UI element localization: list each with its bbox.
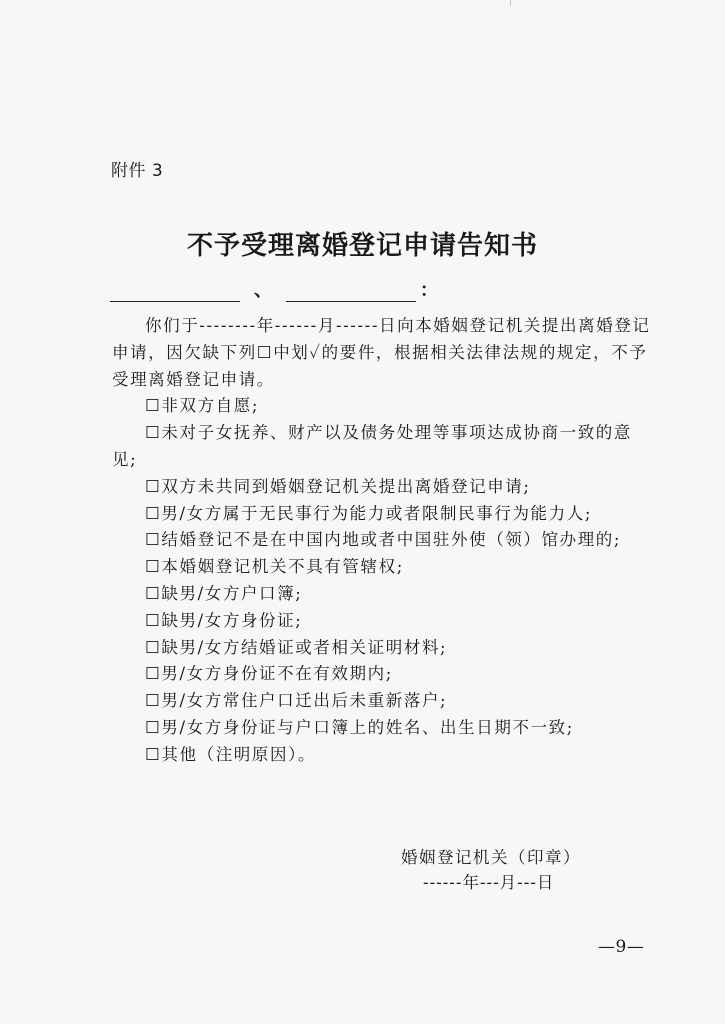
addressee-separator: 、 — [254, 280, 272, 301]
reason-item-9: ☐缺男/女方结婚证或者相关证明材料; — [145, 637, 448, 657]
reason-item-13: ☐其他（注明原因）。 — [145, 744, 317, 764]
reason-item-1: ☐非双方自愿; — [145, 396, 260, 416]
reason-item-4: ☐男/女方属于无民事行为能力或者限制民事行为能力人; — [145, 503, 593, 523]
notice-body — [112, 313, 652, 769]
reason-item-7: ☐缺男/女方户口簿; — [145, 583, 303, 603]
reason-item-6: ☐本婚姻登记机关不具有管辖权; — [145, 557, 404, 577]
addressee-blank-1 — [110, 285, 240, 302]
attachment-label: 附件 3 — [111, 161, 164, 181]
reason-item-8: ☐缺男/女方身份证; — [145, 610, 303, 630]
reason-item-10: ☐男/女方身份证不在有效期内; — [145, 664, 393, 684]
reason-item-3: ☐双方未共同到婚姻登记机关提出离婚登记申请; — [145, 476, 531, 496]
signature-date: ------年---月---日 — [423, 873, 555, 892]
addressee-line — [110, 278, 440, 302]
scan-edge-mark — [510, 0, 511, 6]
reason-item-5: ☐结婚登记不是在中国内地或者中国驻外使（领）馆办理的; — [145, 530, 622, 550]
page-number: —9— — [598, 937, 645, 957]
reason-item-2: ☐未对子女抚养、财产以及债务处理等事项达成协商一致的意见; — [112, 423, 632, 469]
reason-item-12: ☐男/女方身份证与户口簿上的姓名、出生日期不一致; — [145, 717, 574, 737]
document-title: 不予受理离婚登记申请告知书 — [186, 231, 538, 261]
addressee-colon: ： — [420, 280, 438, 301]
addressee-blank-2 — [286, 285, 416, 302]
reason-item-11: ☐男/女方常住户口迁出后未重新落户; — [145, 691, 448, 711]
registry-signature: 婚姻登记机关（印章） — [401, 848, 581, 867]
intro-paragraph: 你们于--------年------月------日向本婚姻登记机关提出离婚登记申请，因欠缺下列☐中划✓的要件，根据相关法律法规的规定，不予受理离婚登记申请。 — [112, 316, 651, 389]
